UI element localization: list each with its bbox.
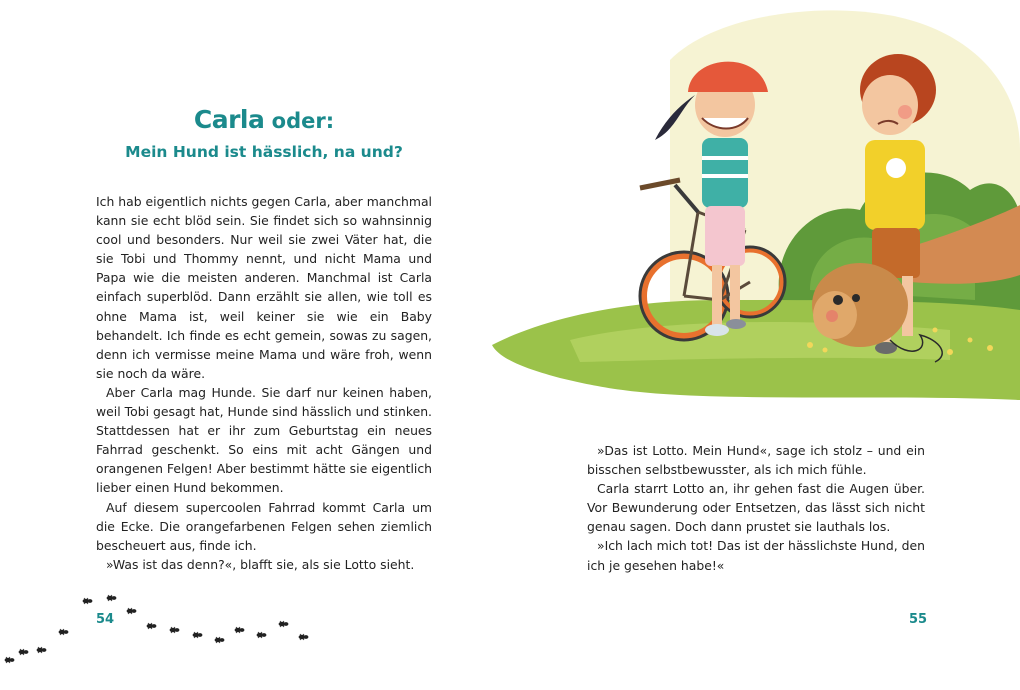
- paragraph: Auf diesem supercoolen Fahrrad kommt Carla um die Ecke. Die orangefarbenen Felgen sehen ziemlich bescheuert aus, finde ich.: [96, 499, 432, 553]
- ant-icon: [83, 598, 92, 604]
- boy-shirt: [865, 140, 925, 230]
- title-name: Carla: [193, 105, 265, 134]
- boy-face: [862, 75, 918, 135]
- ant-icon: [37, 647, 46, 653]
- title-line-1: [96, 104, 432, 137]
- paragraph: »Ich lach mich tot! Das ist der hässlichste Hund, den ich je gesehen habe!«: [587, 538, 925, 573]
- right-body-text: [587, 441, 925, 575]
- ant-icon: [107, 595, 116, 601]
- page-number-left: 54: [96, 612, 115, 627]
- ant-icon: [257, 632, 266, 638]
- ant-icon: [127, 608, 136, 614]
- left-body-text: [96, 192, 432, 574]
- ant-icon: [279, 621, 288, 627]
- chapter-subtitle: Mein Hund ist hässlich, na und?: [125, 143, 403, 161]
- paragraph: Aber Carla mag Hunde. Sie darf nur keinen haben, weil Tobi gesagt hat, Hunde sind hässlich und stinken. Stattdessen hat er ihr zum Geburtstag ein neues Fahrrad geschenkt. So eins mit acht Gängen und orangenen Felgen! Aber bestimmt hätte sie eigentlich lieber einen Hund bekommen.: [96, 384, 432, 496]
- ant-icon: [215, 637, 224, 643]
- ant-icon: [59, 629, 68, 635]
- page-number-right: 55: [909, 612, 928, 627]
- ant-icon: [147, 623, 156, 629]
- girl-shirt: [702, 138, 748, 208]
- paragraph: »Das ist Lotto. Mein Hund«, sage ich stolz – und ein bisschen selbstbewusster, als ich mich fühle.: [587, 443, 925, 478]
- title-connector: oder:: [271, 109, 335, 133]
- girl-shorts: [705, 206, 745, 266]
- ant-icon: [19, 649, 28, 655]
- ant-icon: [193, 632, 202, 638]
- ant-icon: [299, 634, 308, 640]
- ant-trail-decoration: [0, 580, 320, 690]
- paragraph: Carla starrt Lotto an, ihr gehen fast die Augen über. Vor Bewunderung oder Entsetzen, das lässt sich nicht genau sagen. Doch dann prustet sie lauthals los.: [587, 481, 925, 535]
- ant-icon: [5, 657, 14, 663]
- paragraph: Ich hab eigentlich nichts gegen Carla, aber manchmal kann sie echt blöd sein. Sie findet sich so wahnsinnig cool und besonders. Nur weil sie zwei Väter hat, die sie Tobi und Thommy nennt, und nicht Mama und Papa wie die meisten anderen. Manchmal ist Carla einfach superblöd. Dann erzählt sie allen, wie toll es ohne Mama ist, weil keiner sie wie ein Baby behandelt. Ich finde es echt gemein, sowas zu sagen, denn ich vermisse meine Mama und wäre froh, wenn sie noch da wäre.: [96, 194, 432, 381]
- ant-icon: [170, 627, 179, 633]
- ant-icon: [235, 627, 244, 633]
- chapter-title: [96, 104, 432, 165]
- paragraph: »Was ist das denn?«, blafft sie, als sie Lotto sieht.: [106, 556, 415, 572]
- story-illustration: [480, 0, 1020, 410]
